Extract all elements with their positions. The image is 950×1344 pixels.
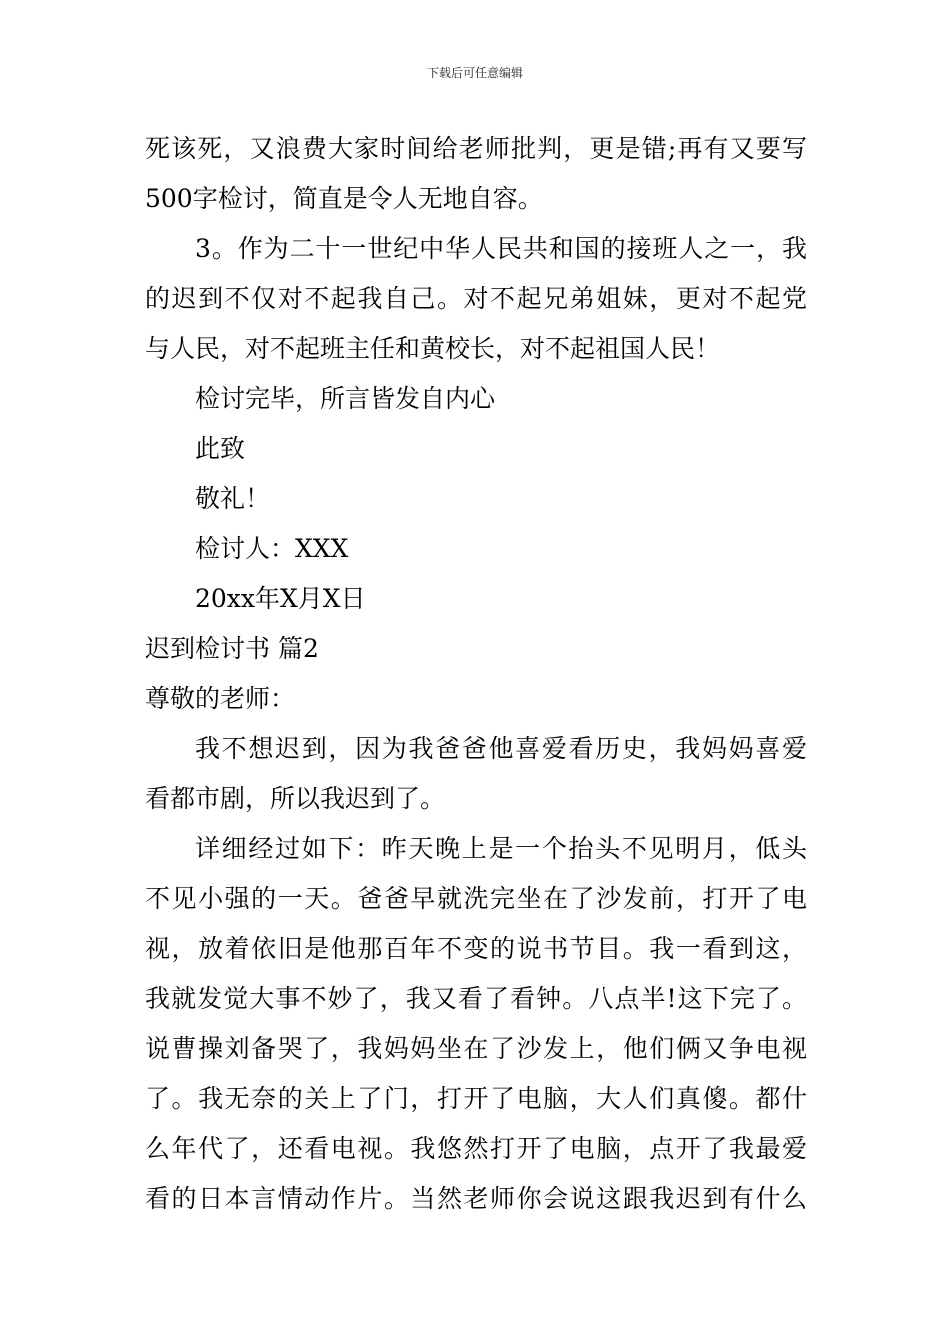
body-line: 了。我无奈的关上了门，打开了电脑，大人们真傻。都什	[145, 1084, 807, 1113]
body-line: 3。作为二十一世纪中华人民共和国的接班人之一，我	[195, 234, 807, 263]
body-line: 么年代了，还看电视。我悠然打开了电脑，点开了我最爱	[145, 1134, 807, 1163]
body-line: 我不想迟到，因为我爸爸他喜爱看历史，我妈妈喜爱	[195, 734, 807, 763]
body-line: 视，放着依旧是他那百年不变的说书节目。我一看到这，	[145, 934, 807, 963]
body-line: 我就发觉大事不妙了，我又看了看钟。八点半!这下完了。	[145, 984, 807, 1013]
body-line: 详细经过如下：昨天晚上是一个抬头不见明月，低头	[195, 834, 807, 863]
closing-statement: 检讨完毕，所言皆发自内心	[195, 384, 496, 413]
body-line: 500字检讨，简直是令人无地自容。	[145, 184, 543, 213]
signature-line: 检讨人：XXX	[195, 534, 349, 563]
body-line: 不见小强的一天。爸爸早就洗完坐在了沙发前，打开了电	[145, 884, 807, 913]
body-line: 死该死，又浪费大家时间给老师批判，更是错;再有又要写	[145, 134, 807, 163]
body-line: 说曹操刘备哭了，我妈妈坐在了沙发上，他们俩又争电视	[145, 1034, 807, 1063]
body-line: 的迟到不仅对不起我自己。对不起兄弟姐妹，更对不起党	[145, 284, 807, 313]
body-line: 看的日本言情动作片。当然老师你会说这跟我迟到有什么	[145, 1184, 807, 1213]
salutation-jingli: 敬礼！	[195, 484, 271, 513]
body-line: 与人民，对不起班主任和黄校长，对不起祖国人民！	[145, 334, 721, 363]
page-header-note: 下载后可任意编辑	[426, 66, 523, 80]
body-line: 看都市剧，所以我迟到了。	[145, 784, 446, 813]
greeting-line: 尊敬的老师：	[145, 684, 296, 713]
section-title: 迟到检讨书 篇2	[145, 634, 319, 663]
salutation-cizhi: 此致	[195, 434, 246, 463]
document-body	[145, 124, 807, 1224]
date-line: 20xx年X月X日	[195, 584, 366, 613]
